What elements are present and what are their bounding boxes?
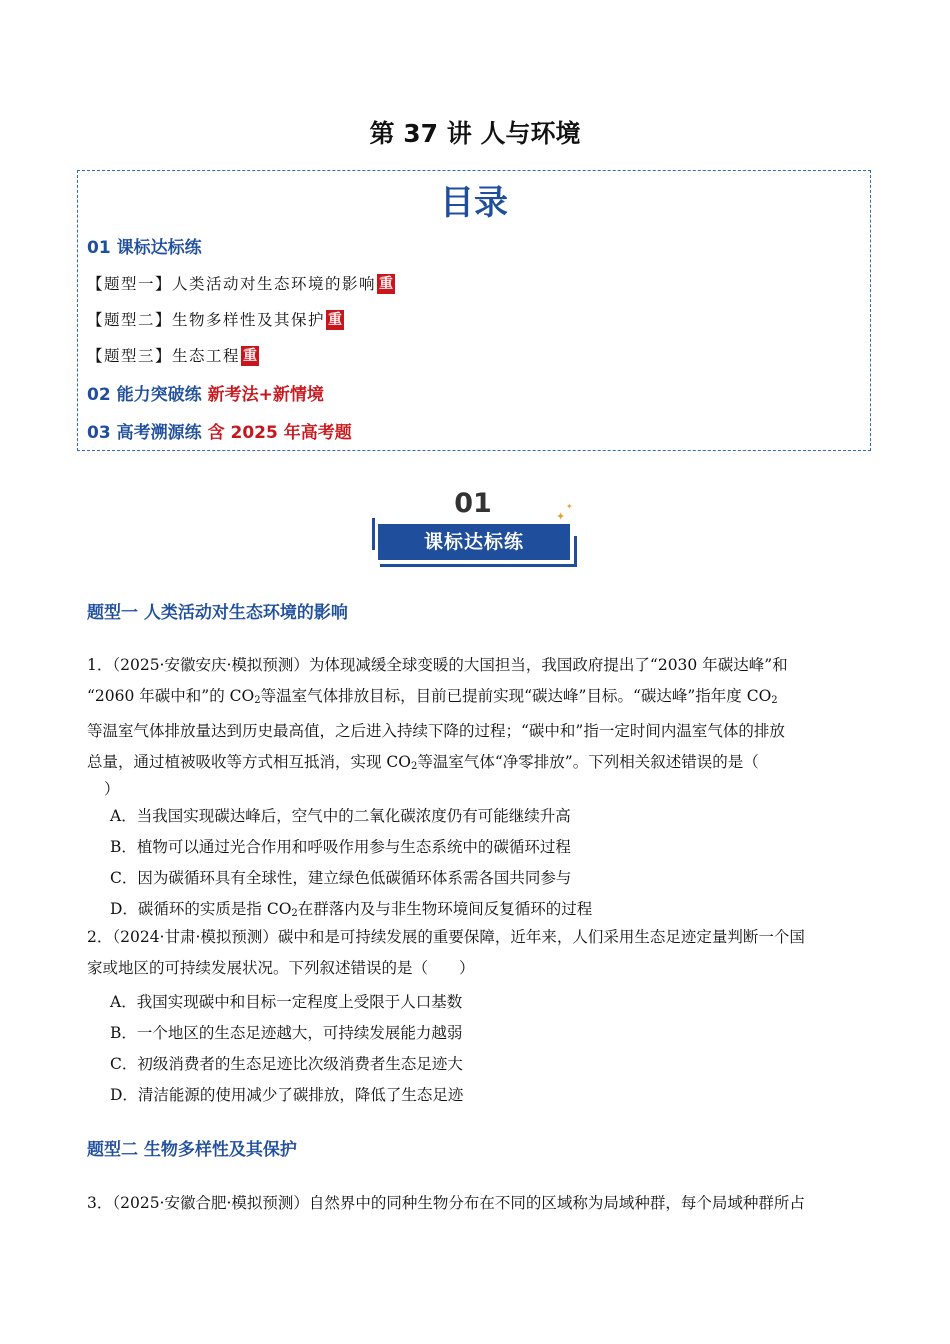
section-heading-2: 题型二 生物多样性及其保护 xyxy=(87,1140,297,1160)
page-title: 第 37 讲 人与环境 xyxy=(369,119,581,148)
question-2: 2．（2024·甘肃·模拟预测）碳中和是可持续发展的重要保障，近年来，人们采用生态足迹定量判断一个国 家或地区的可持续发展状况。下列叙述错误的是（ ） xyxy=(87,928,805,977)
toc-part-1[interactable]: 01 课标达标练 xyxy=(87,238,202,258)
toc-heading: 目录 xyxy=(440,183,508,223)
banner-decor-line xyxy=(372,518,375,550)
banner-decor-line xyxy=(380,564,576,567)
q1-option-a[interactable]: A．当我国实现碳达峰后，空气中的二氧化碳浓度仍有可能继续升高 xyxy=(110,807,571,825)
toc-item-1[interactable]: 【题型一】人类活动对生态环境的影响 重 xyxy=(87,275,394,293)
toc-part-2[interactable]: 02 能力突破练 新考法+新情境 xyxy=(87,385,324,405)
key-badge: 重 xyxy=(379,276,394,292)
sparkle-icon: ✦ xyxy=(566,502,573,511)
q2-option-b[interactable]: B．一个地区的生态足迹越大，可持续发展能力越弱 xyxy=(110,1024,463,1042)
q1-option-c[interactable]: C．因为碳循环具有全球性，建立绿色低碳循环体系需各国共同参与 xyxy=(110,869,572,887)
sparkle-icon: ✦ xyxy=(556,510,566,523)
banner-number: 01 xyxy=(454,488,492,519)
q2-option-c[interactable]: C．初级消费者的生态足迹比次级消费者生态足迹大 xyxy=(110,1055,463,1073)
section-banner xyxy=(368,488,583,570)
toc-item-3[interactable]: 【题型三】生态工程 重 xyxy=(87,347,258,365)
q2-option-a[interactable]: A．我国实现碳中和目标一定程度上受限于人口基数 xyxy=(110,993,463,1011)
q1-option-b[interactable]: B．植物可以通过光合作用和呼吸作用参与生态系统中的碳循环过程 xyxy=(110,838,571,856)
toc-part-2-tag: 新考法+新情境 xyxy=(207,385,324,405)
toc-part-3[interactable]: 03 高考溯源练 含 2025 年高考题 xyxy=(87,423,352,443)
table-of-contents xyxy=(77,170,871,451)
question-1: 1．（2025·安徽安庆·模拟预测）为体现减缓全球变暖的大国担当，我国政府提出了“2030 年碳达峰”和 “2060 年碳中和”的 $CO_2$等温室气体排放目标，目前已提前实现“碳达峰”目标。“碳达峰”指年度 $CO_2$ 等温室气体排放量达到历史最高值，之后进入持续下降的过程；“碳中和”指一定时间内温室气体的排放 总量，通过植被吸收等方式相互抵消，实现 $CO_2$等温室气体“净零排放”。下列相关叙述错误的是（ ） xyxy=(87,656,788,798)
toc-item-2[interactable]: 【题型二】生物多样性及其保护 重 xyxy=(87,311,343,329)
toc-part-3-tag: 含 2025 年高考题 xyxy=(207,423,352,443)
q2-option-d[interactable]: D．清洁能源的使用减少了碳排放，降低了生态足迹 xyxy=(110,1086,464,1104)
q1-option-d[interactable]: D．碳循环的实质是指 $CO_2$在群落内及与非生物环境间反复循环的过程 xyxy=(110,900,593,919)
section-heading-1: 题型一 人类活动对生态环境的影响 xyxy=(87,603,348,623)
key-badge: 重 xyxy=(328,312,343,328)
banner-label: 课标达标练 xyxy=(378,524,570,560)
question-3: 3．（2025·安徽合肥·模拟预测）自然界中的同种生物分布在不同的区域称为局域种群，每个局域种群所占 xyxy=(87,1194,805,1212)
key-badge: 重 xyxy=(243,348,258,364)
banner-decor-line xyxy=(574,536,577,567)
